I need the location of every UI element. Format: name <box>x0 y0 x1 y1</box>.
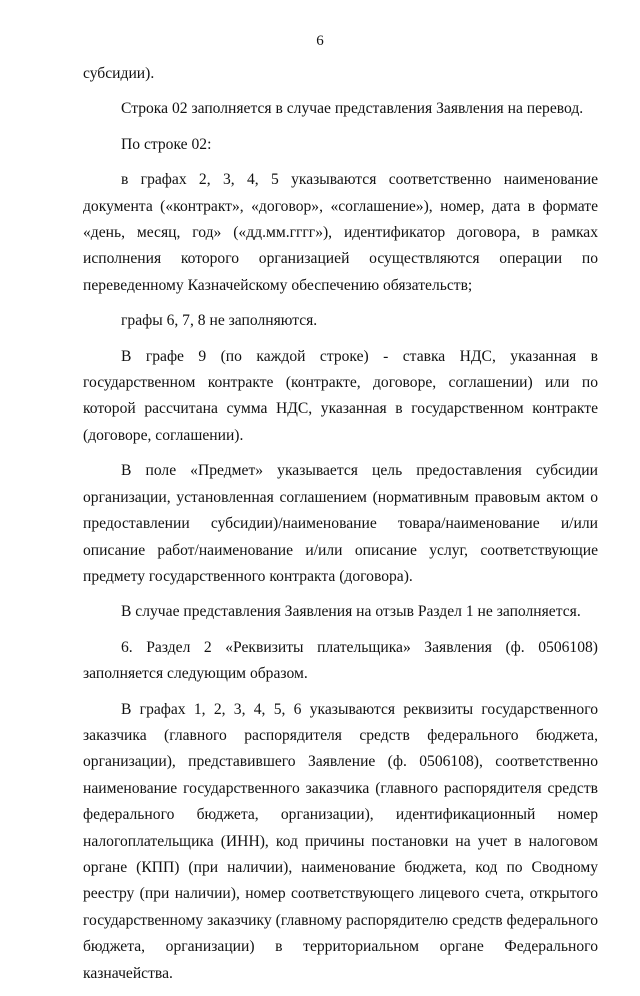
paragraph-column-9: В графе 9 (по каждой строке) - ставка НДС, указанная в государственном контракте (контракте, договоре, соглашении) или по которой рассчитана сумма НДС, указанная в государственном контракте (договоре, соглашении). <box>83 347 598 444</box>
paragraph-line-02-heading: По строке 02: <box>121 135 212 153</box>
paragraph-line-02: Строка 02 заполняется в случае представления Заявления на перевод. <box>121 100 584 118</box>
paragraph-columns-2-5: в графах 2, 3, 4, 5 указываются соответственно наименование документа («контракт», «договор», «соглашение»), номер, дата в формате «день, месяц, год» («дд.мм.гггг»), идентификатор договора, в рамках исполнения которого организацией осуществляются операции по переведенному Казначейскому обеспечению обязательств; <box>83 171 598 294</box>
document-body <box>83 61 598 996</box>
paragraph-columns-1-6: В графах 1, 2, 3, 4, 5, 6 указываются реквизиты государственного заказчика (главного распорядителя средств федерального бюджета, организации), представившего Заявление (ф. 0506108), соответственно наименование государственного заказчика (главного распорядителя средств федерального бюджета, организации), идентификационный номер налогоплательщика (ИНН), код причины постановки на учет в налоговом органе (КПП) (при наличии), наименование бюджета, код по Сводному реестру (при наличии), номер соответствующего лицевого счета, открытого государственному заказчику (главному распорядителю средств федерального бюджета, организации) в территориальном органе Федерального казначейства. <box>83 700 598 982</box>
paragraph-columns-6-8: графы 6, 7, 8 не заполняются. <box>121 312 318 330</box>
page-number: 6 <box>316 33 324 49</box>
paragraph-section-2: 6. Раздел 2 «Реквизиты плательщика» Заявления (ф. 0506108) заполняется следующим образом. <box>83 638 598 683</box>
paragraph-continuation: субсидии). <box>83 65 155 82</box>
paragraph-subject-field: В поле «Предмет» указывается цель предоставления субсидии организации, установленная соглашением (нормативным правовым актом о предоставлении субсидии)/наименование товара/наименование и/или описание работ/наименование и/или описание услуг, соответствующие предмету государственного контракта (договора). <box>83 462 598 585</box>
paragraph-withdrawal: В случае представления Заявления на отзыв Раздел 1 не заполняется. <box>121 603 581 621</box>
